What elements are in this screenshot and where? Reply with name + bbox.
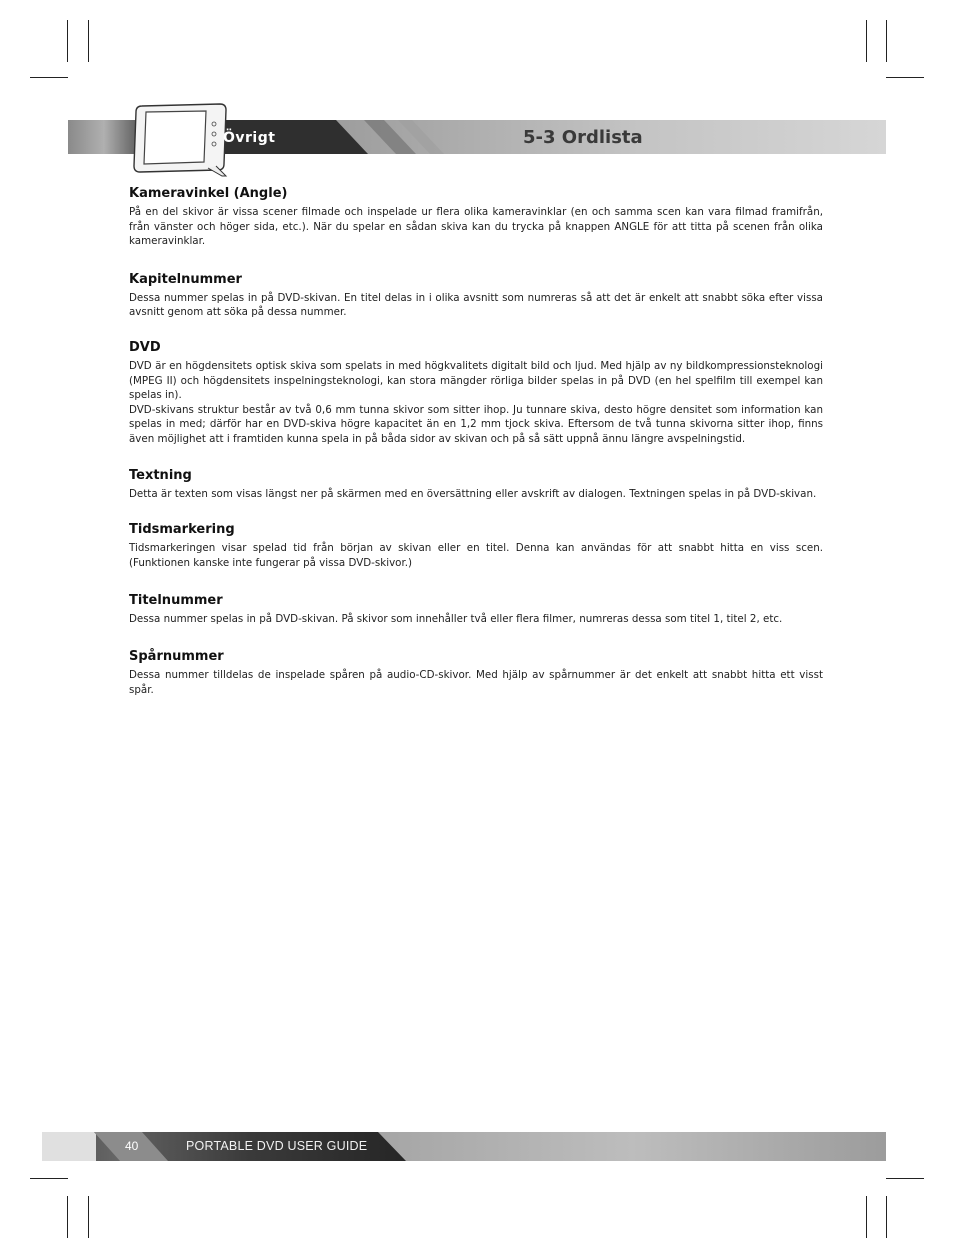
crop-mark [30, 77, 68, 78]
crop-mark [88, 1196, 89, 1238]
crop-mark [866, 1196, 867, 1238]
crop-mark [30, 1178, 68, 1179]
glossary-entry [129, 521, 823, 570]
glossary-entry [129, 648, 823, 697]
crop-mark [886, 20, 887, 62]
glossary-entry [129, 185, 823, 249]
glossary-description: DVD är en högdensitets optisk skiva som spelats in med högkvalitets digitalt bild och ljud. Med hjälp av ny bildkompressionsteknologi (MPEG II) och högdensitets inspelningsteknologi, kan stora mängder rörliga bilder spelas in på DVD (en hel spelfilm till exempel kan spelas in). [129, 359, 823, 402]
glossary-description: Detta är texten som visas längst ner på skärmen med en översättning eller avskrift av dialogen. Textningen spelas in på DVD-skivan. [129, 487, 817, 500]
crop-mark [886, 1178, 924, 1179]
glossary-term: Textning [129, 467, 192, 483]
glossary-term: Tidsmarkering [129, 522, 235, 538]
glossary-term: Titelnummer [129, 593, 223, 609]
glossary-term: DVD [129, 339, 161, 355]
glossary-term: Kameravinkel (Angle) [129, 186, 288, 201]
chapter-label: Övrigt [223, 130, 276, 146]
glossary-term: Spårnummer [129, 648, 224, 664]
page-number: 40 [125, 1139, 139, 1153]
crop-mark [88, 20, 89, 62]
glossary-description: Dessa nummer spelas in på DVD-skivan. En titel delas in i olika avsnitt som numreras så att det är enkelt att snabbt söka efter vissa avsnitt genom att söka på dessa nummer. [129, 291, 823, 319]
crop-mark [886, 1196, 887, 1238]
footer-band [42, 1132, 886, 1161]
glossary-description: Dessa nummer spelas in på DVD-skivan. På skivor som innehåller två eller flera filmer, numreras dessa som titel 1, titel 2, etc. [129, 613, 783, 626]
guide-title: PORTABLE DVD USER GUIDE [186, 1139, 368, 1153]
glossary-entry [129, 592, 823, 627]
crop-mark [67, 20, 68, 62]
section-title: 5-3 Ordlista [523, 127, 643, 148]
glossary-description: Tidsmarkeringen visar spelad tid från början av skivan eller en titel. Denna kan användas för att snabbt hitta en viss scen. (Funktionen kanske inte fungerar på vissa DVD-skivor.) [129, 542, 823, 569]
glossary-description: DVD-skivans struktur består av två 0,6 mm tunna skivor som sitter ihop. Ju tunnare skiva, desto högre densitet som information kan spelas in med; därför har en DVD-skiva högre kapacitet än en 1,2 mm tjock skiva. Eftersom de två tunna skivorna sitter ihop, finns även möjlighet att i framtiden kunna spela in på båda sidor av skivan och på så sätt uppnå ännu längre avspelningstid. [129, 403, 823, 445]
crop-mark [67, 1196, 68, 1238]
glossary [129, 185, 823, 697]
glossary-description: Dessa nummer tilldelas de inspelade spåren på audio-CD-skivor. Med hjälp av spårnummer är det enkelt att snabbt hitta ett visst spår. [129, 668, 823, 696]
glossary-description: På en del skivor är vissa scener filmade och inspelade ur flera olika kameravinklar (en och samma scen kan vara filmad framifrån, från vänster och höger sida, etc.). När du spelar en sådan skiva kan du trycka på knappen ANGLE för att titta på scenen från olika kameravinklar. [129, 206, 823, 248]
glossary-entry [129, 467, 823, 502]
glossary-entry [129, 271, 823, 320]
crop-mark [866, 20, 867, 62]
crop-mark [886, 77, 924, 78]
glossary-entry [129, 339, 823, 447]
glossary-term: Kapitelnummer [129, 271, 242, 287]
